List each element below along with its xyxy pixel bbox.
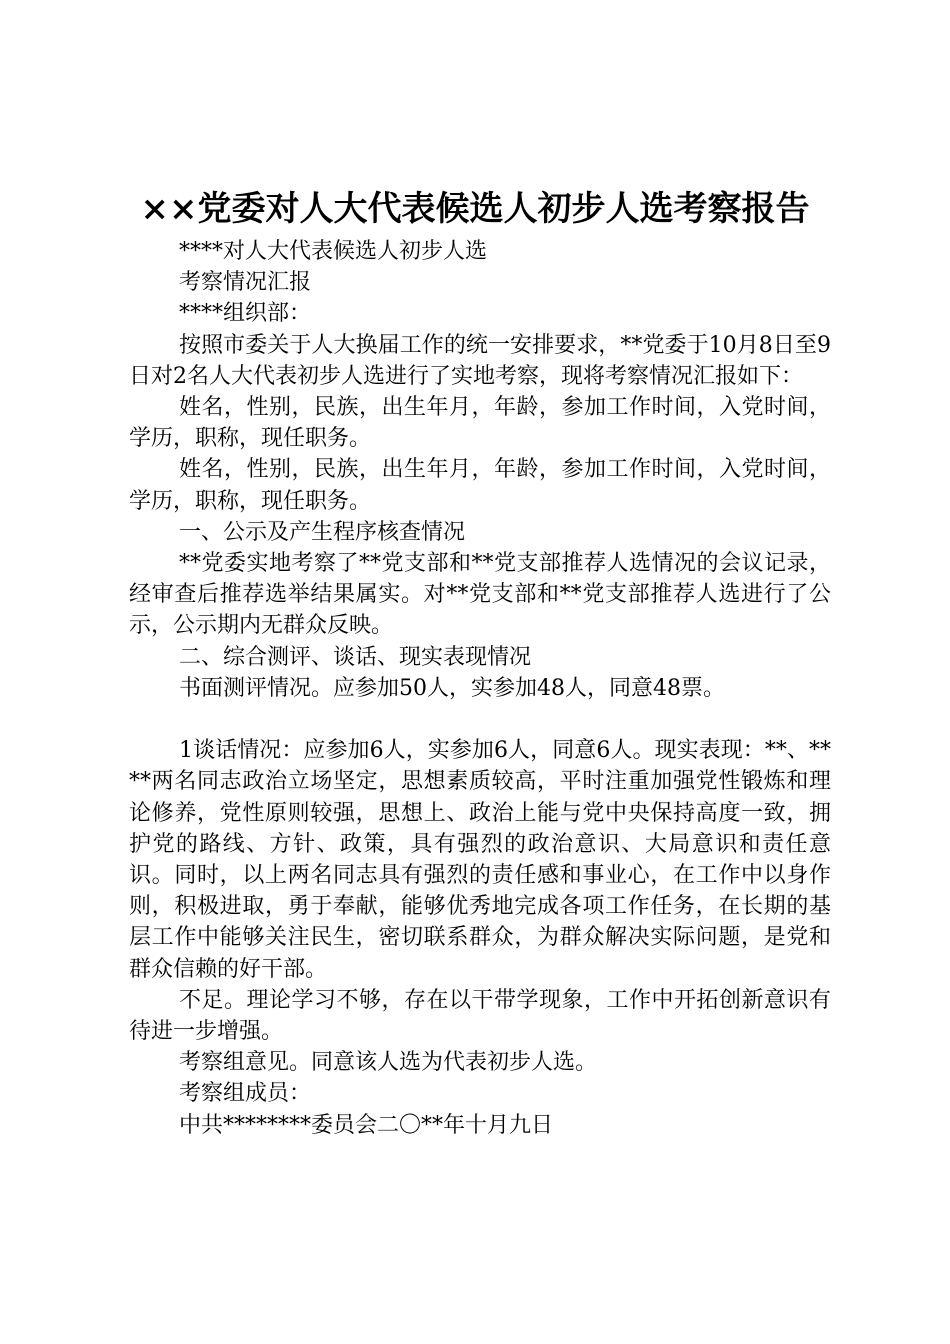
- document-title: ××党委对人大代表候选人初步人选考察报告: [140, 189, 810, 229]
- paragraph-addressee-line-2: 考察情况汇报: [179, 270, 312, 296]
- paragraph-written-evaluation: 书面测评情况。应参加50人，实参加48人，同意48票。: [179, 675, 725, 701]
- paragraph-candidate-2: 姓名，性别，民族，出生年月，年龄，参加工作时间，入党时间，学历，职称，现任职务。: [129, 457, 831, 514]
- paragraph-recipient: ****组织部：: [179, 301, 312, 327]
- paragraph-addressee-line-1: ****对人大代表候选人初步人选: [179, 239, 488, 264]
- document-body: [129, 236, 831, 1141]
- section-heading-2: 二、综合测评、谈话、现实表现情况: [179, 644, 532, 670]
- paragraph-group-members: 考察组成员：: [179, 1081, 312, 1107]
- paragraph-interview: 1谈话情况：应参加6人，实参加6人，同意6人。现实表现：**、****两名同志政治立场坚定，思想素质较高，平时注重加强党性锻炼和理论修养，党性原则较强，思想上、政治上能与党中央保持高度一致，拥护党的路线、方针、政策，具有强烈的政治意识、大局意识和责任意识。同时，以上两名同志具有强烈的责任感和事业心，在工作中以身作则，积极进取，勇于奉献，能够优秀地完成各项工作任务，在长期的基层工作中能够关注民生，密切联系群众，为群众解决实际问题，是党和群众信赖的好干部。: [129, 738, 831, 982]
- paragraph-shortcomings: 不足。理论学习不够，存在以干带学现象，工作中开拓创新意识有待进一步增强。: [129, 987, 831, 1045]
- paragraph-signature-date: 中共********委员会二〇**年十月九日: [179, 1112, 554, 1138]
- paragraph-section-1: **党委实地考察了**党支部和**党支部推荐人选情况的会议记录，经审查后推荐选举结果属实。对**党支部和**党支部推荐人选进行了公示，公示期内无群众反映。: [129, 551, 831, 639]
- blank-line: [129, 704, 831, 735]
- section-heading-1: 一、公示及产生程序核查情况: [179, 519, 466, 545]
- paragraph-candidate-1: 姓名，性别，民族，出生年月，年龄，参加工作时间，入党时间，学历，职称，现任职务。: [129, 395, 831, 452]
- paragraph-group-opinion: 考察组意见。同意该人选为代表初步人选。: [179, 1050, 598, 1076]
- paragraph-intro: 按照市委关于人大换届工作的统一安排要求，**党委于10月8日至9日对2名人大代表初步人选进行了实地考察，现将考察情况汇报如下：: [129, 332, 831, 389]
